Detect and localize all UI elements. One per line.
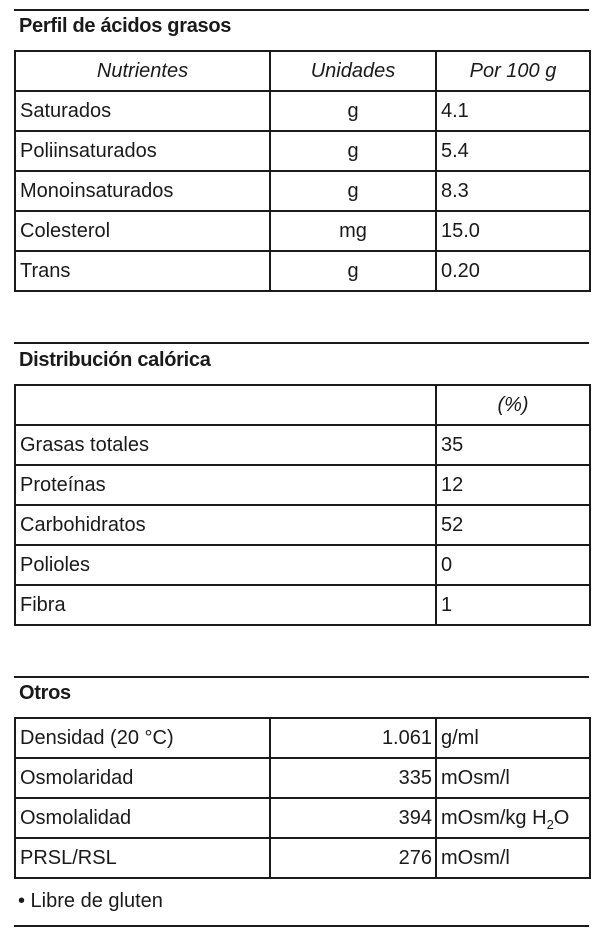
caloric-value: 12 [436,465,590,505]
table-row [15,758,590,798]
table-row [15,131,590,171]
other-name: PRSL/RSL [15,838,270,878]
table-header-row [15,51,590,91]
header-unidades: Unidades [270,51,436,91]
table-header-row [15,385,590,425]
others-table [14,717,591,879]
other-unit: mOsm/l [436,838,590,878]
caloric-name: Fibra [15,585,436,625]
section-rule-caloric [14,342,589,344]
table-row [15,425,590,465]
table-row [15,251,590,291]
nutrient-value: 0.20 [436,251,590,291]
other-value: 1.061 [270,718,436,758]
other-name: Osmolaridad [15,758,270,798]
fatty-acids-table [14,50,591,292]
caloric-table [14,384,591,626]
other-value: 276 [270,838,436,878]
nutrient-unit: g [270,251,436,291]
other-unit [436,798,590,838]
table-row [15,211,590,251]
table-row [15,838,590,878]
nutrient-unit: g [270,171,436,211]
nutrient-value: 8.3 [436,171,590,211]
other-value: 335 [270,758,436,798]
caloric-value: 35 [436,425,590,465]
section-title-others: Otros [19,682,71,704]
caloric-name: Polioles [15,545,436,585]
footnote-gluten-free: • Libre de gluten [18,890,163,912]
nutrient-name: Monoinsaturados [15,171,270,211]
nutrient-value: 5.4 [436,131,590,171]
nutrient-unit: g [270,91,436,131]
table-row [15,171,590,211]
other-unit: mOsm/l [436,758,590,798]
table-row [15,718,590,758]
nutrient-name: Trans [15,251,270,291]
nutrient-name: Poliinsaturados [15,131,270,171]
other-unit-subscript: 2 [546,817,554,832]
caloric-name: Grasas totales [15,425,436,465]
caloric-value: 52 [436,505,590,545]
table-row [15,798,590,838]
other-name: Densidad (20 °C) [15,718,270,758]
nutrient-unit: mg [270,211,436,251]
table-row [15,505,590,545]
caloric-value: 1 [436,585,590,625]
table-row [15,91,590,131]
bottom-rule [14,925,589,927]
caloric-name: Proteínas [15,465,436,505]
other-value: 394 [270,798,436,838]
header-empty [15,385,436,425]
table-row [15,585,590,625]
other-unit: g/ml [436,718,590,758]
table-row [15,545,590,585]
nutrient-name: Saturados [15,91,270,131]
nutrient-value: 4.1 [436,91,590,131]
caloric-value: 0 [436,545,590,585]
section-title-caloric: Distribución calórica [19,349,211,371]
nutrient-name: Colesterol [15,211,270,251]
other-unit-main: mOsm/kg H [441,807,547,829]
section-rule-fatty-acids [14,9,589,11]
table-row [15,465,590,505]
header-por-100g: Por 100 g [436,51,590,91]
nutrient-unit: g [270,131,436,171]
header-percent: (%) [436,385,590,425]
other-unit-end: O [553,807,570,829]
header-nutrientes: Nutrientes [15,51,270,91]
other-name: Osmolalidad [15,798,270,838]
nutrient-value: 15.0 [436,211,590,251]
caloric-name: Carbohidratos [15,505,436,545]
section-rule-others [14,676,589,678]
section-title-fatty-acids: Perfil de ácidos grasos [19,15,232,37]
